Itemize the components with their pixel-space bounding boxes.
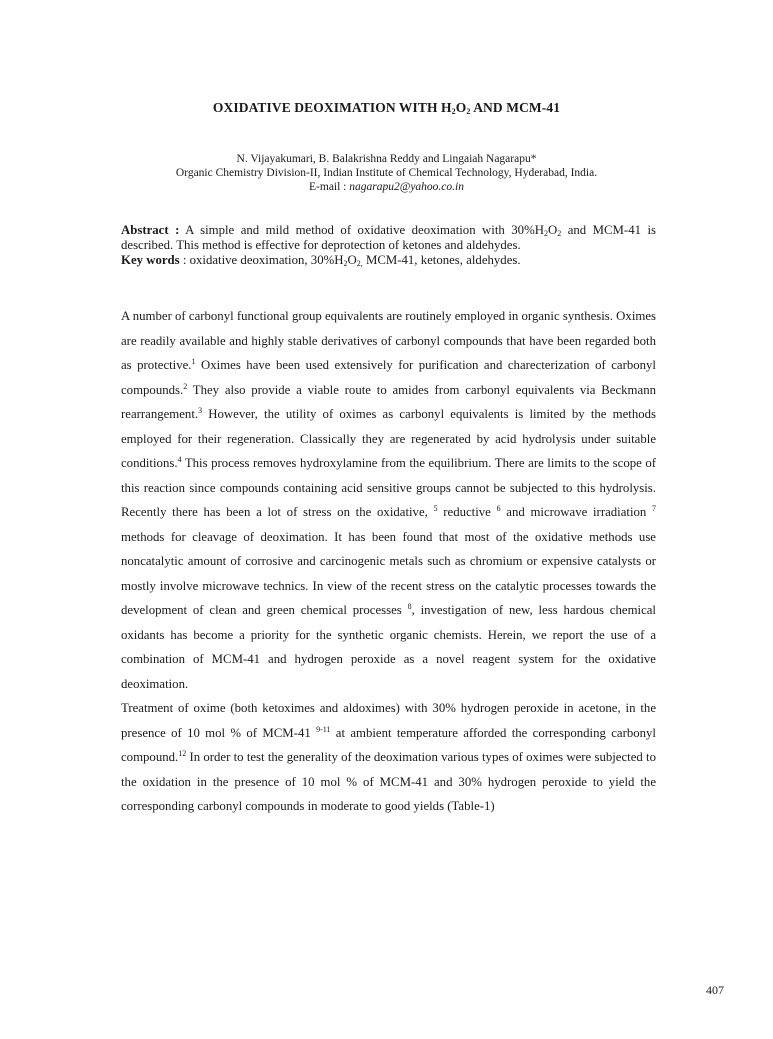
author-email[interactable]: nagarapu2@yahoo.co.in: [349, 181, 464, 193]
page-number: 407: [706, 983, 724, 997]
author-email-line: E-mail : nagarapu2@yahoo.co.in: [309, 181, 464, 193]
author-block: [0, 152, 773, 194]
paper-title: OXIDATIVE DEOXIMATION WITH $H_2O_2$ AND MCM-41: [212, 100, 561, 116]
keywords-label: Key words: [121, 253, 180, 267]
abstract-section: [121, 223, 656, 268]
author-affiliation: Organic Chemistry Division-II, Indian Institute of Chemical Technology, Hyderabad, India.: [175, 167, 598, 179]
keywords-text: Key words : oxidative deoximation, $30\%H_2O_{2,}$ MCM-41, ketones, aldehydes.: [121, 253, 521, 268]
body-paragraph-2: Treatment of oxime (both ketoximes and aldoximes) with 30% hydrogen peroxide in acetone, in the presence of 10 mol % of MCM-41 $^{9-11}$ at ambient temperature afforded the corresponding carbonyl compound.$^{12}$ In order to test the generality of the deoximation various types of oximes were subjected to the oxidation in the presence of 10 mol % of MCM-41 and 30% hydrogen peroxide to yield the corresponding carbonyl compounds in moderate to good yields (Table-1): [121, 701, 656, 813]
abstract-label: Abstract :: [121, 223, 180, 237]
body-text: [121, 304, 656, 819]
author-names: N. Vijayakumari, B. Balakrishna Reddy and Lingaiah Nagarapu*: [236, 153, 537, 165]
body-paragraph-1: A number of carbonyl functional group equivalents are routinely employed in organic synthesis. Oximes are readily available and highly stable derivatives of carbonyl compounds that have been regarded both as protective.$^1$ Oximes have been used extensively for purification and charecterization of carbonyl compounds.$^2$ They also provide a viable route to amides from carbonyl equivalents via Beckmann rearrangement.$^3$ However, the utility of oximes as carbonyl equivalents is limited by the methods employed for their regeneration. Classically they are regenerated by acid hydrolysis under suitable conditions.$^4$ This process removes hydroxylamine from the equilibrium. There are limits to the scope of this reaction since compounds containing acid sensitive groups cannot be subjected to this hydrolysis. Recently there has been a lot of stress on the oxidative, $^5$ reductive $^6$ and microwave irradiation $^7$ methods for cleavage of deoximation. It has been found that most of the oxidative methods use noncatalytic amount of corrosive and carcinogenic metals such as chromium or expensive catalysts or mostly involve microwave technics. In view of the recent stress on the catalytic processes towards the development of clean and green chemical processes $^8$, investigation of new, less hardous chemical oxidants has become a priority for the synthetic organic chemists. Herein, we report the use of a combination of MCM-41 and hydrogen peroxide as a novel reagent system for the oxidative deoximation.: [121, 309, 656, 691]
abstract-text: Abstract : A simple and mild method of oxidative deoximation with $30\%H_2O_2$ and MCM-41 is described. This method is effective for deprotection of ketones and aldehydes.: [121, 223, 656, 252]
